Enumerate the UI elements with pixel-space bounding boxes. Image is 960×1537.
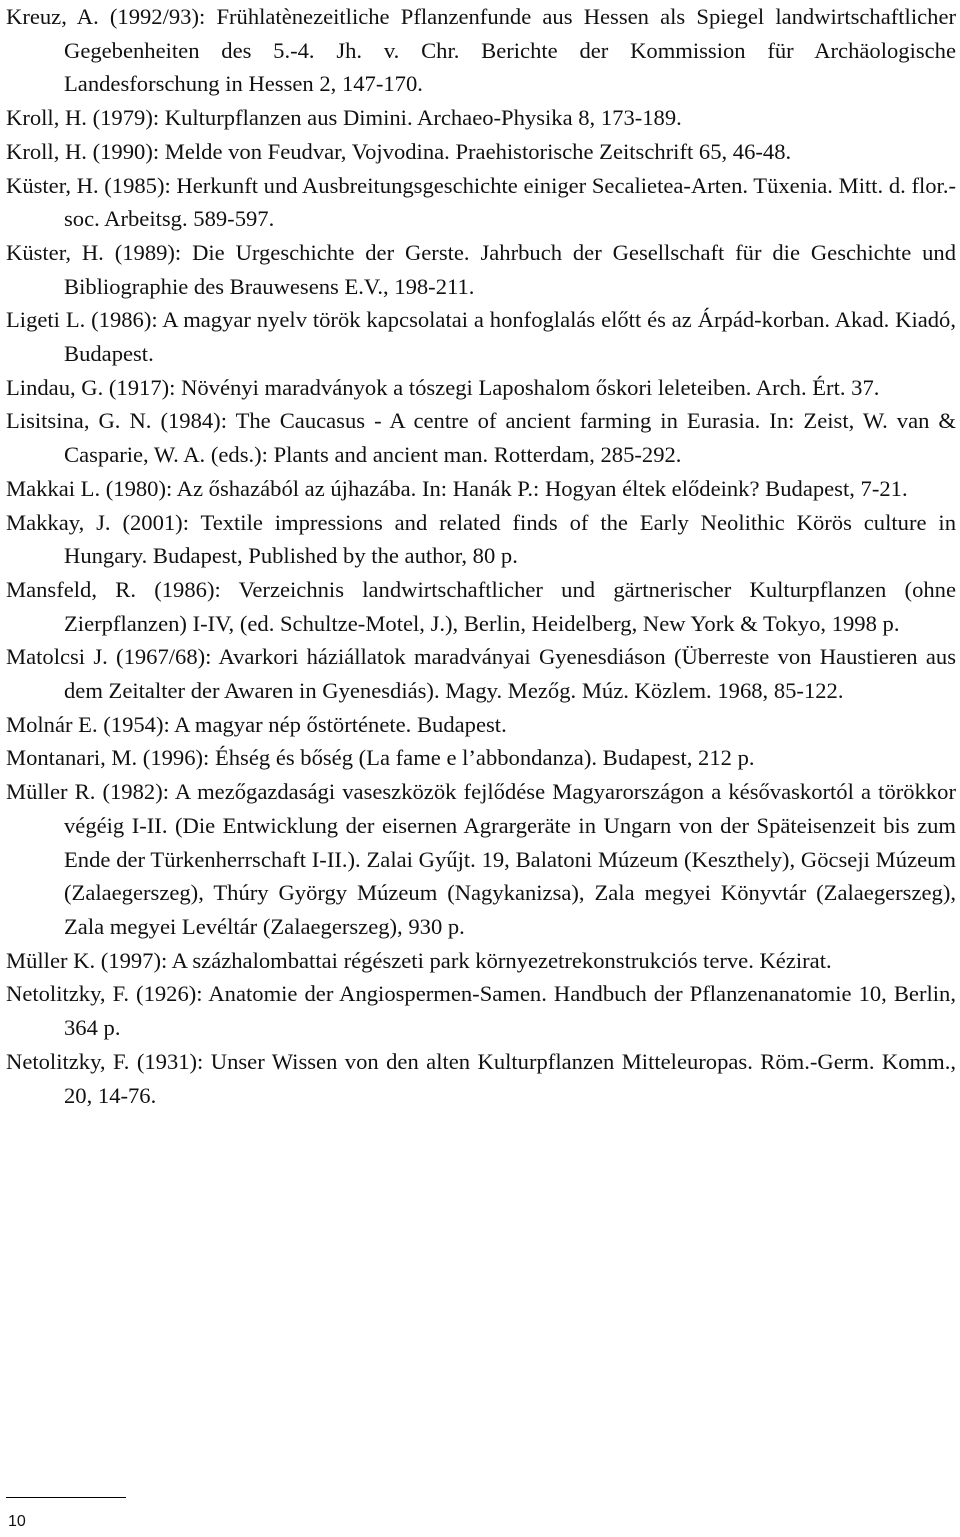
reference-entry: Matolcsi J. (1967/68): Avarkori háziállatok maradványai Gyenesdiáson (Überreste von Haustieren aus dem Zeitalter der Awaren in Gyenesdiás). Magy. Mezőg. Múz. Közlem. 1968, 85-122. — [6, 644, 956, 704]
reference-entry: Makkai L. (1980): Az őshazából az újhazába. In: Hanák P.: Hogyan éltek elődeink? Budapest, 7-21. — [6, 475, 908, 501]
reference-entry: Makkay, J. (2001): Textile impressions and related finds of the Early Neolithic Körös culture in Hungary. Budapest, Published by the author, 80 p. — [6, 509, 956, 569]
reference-entry: Mansfeld, R. (1986): Verzeichnis landwirtschaftlicher und gärtnerischer Kulturpflanzen (ohne Zierpflanzen) I-IV, (ed. Schultze-Motel, J.), Berlin, Heidelberg, New York & Tokyo, 1998 p. — [6, 576, 956, 636]
reference-entry: Kreuz, A. (1992/93): Frühlatènezeitliche Pflanzenfunde aus Hessen als Spiegel landwirtschaftlicher Gegebenheiten des 5.-4. Jh. v. Chr. Berichte der Kommission für Archäologische Landesforschung in Hessen 2, 147-170. — [6, 4, 956, 97]
reference-entry: Müller R. (1982): A mezőgazdasági vaseszközök fejlődése Magyarországon a késővaskortól a törökkor végéig I-II. (Die Entwicklung der eisernen Agrargeräte in Ungarn von der Späteisenzeit bis zum Ende der Türkenherrschaft I-II.). Zalai Gyűjt. 19, Balatoni Múzeum (Keszthely), Göcseji Múzeum (Zalaegerszeg), Thúry György Múzeum (Nagykanizsa), Zala megyei Könyvtár (Zalaegerszeg), Zala megyei Levéltár (Zalaegerszeg), 930 p. — [6, 779, 956, 939]
reference-entry: Molnár E. (1954): A magyar nép őstörténete. Budapest. — [6, 711, 507, 737]
reference-entry: Netolitzky, F. (1931): Unser Wissen von den alten Kulturpflanzen Mitteleuropas. Röm.-Germ. Komm., 20, 14-76. — [6, 1048, 956, 1108]
footer-rule — [6, 1497, 126, 1498]
reference-entry: Müller K. (1997): A százhalombattai régészeti park környezetrekonstrukciós terve. Kézirat. — [6, 947, 832, 973]
reference-entry: Küster, H. (1989): Die Urgeschichte der Gerste. Jahrbuch der Gesellschaft für die Geschichte und Bibliographie des Brauwesens E.V., 198-211. — [6, 239, 956, 299]
page-number: 10 — [8, 1513, 26, 1530]
reference-entry: Lindau, G. (1917): Növényi maradványok a tószegi Laposhalom őskori leleteiben. Arch. Ért. 37. — [6, 374, 880, 400]
reference-entry: Ligeti L. (1986): A magyar nyelv török kapcsolatai a honfoglalás előtt és az Árpád-korban. Akad. Kiadó, Budapest. — [6, 307, 956, 367]
reference-entry: Netolitzky, F. (1926): Anatomie der Angiospermen-Samen. Handbuch der Pflanzenanatomie 10, Berlin, 364 p. — [6, 981, 956, 1041]
reference-entry: Kroll, H. (1979): Kulturpflanzen aus Dimini. Archaeo-Physika 8, 173-189. — [6, 105, 682, 131]
reference-entry: Küster, H. (1985): Herkunft und Ausbreitungsgeschichte einiger Secalietea-Arten. Tüxenia. Mitt. d. flor.-soc. Arbeitsg. 589-597. — [6, 172, 956, 232]
reference-list — [6, 0, 956, 1112]
reference-entry: Kroll, H. (1990): Melde von Feudvar, Vojvodina. Praehistorische Zeitschrift 65, 46-48. — [6, 138, 792, 164]
reference-entry: Lisitsina, G. N. (1984): The Caucasus - A centre of ancient farming in Eurasia. In: Zeist, W. van & Casparie, W. A. (eds.): Plants and ancient man. Rotterdam, 285-292. — [6, 408, 956, 468]
reference-entry: Montanari, M. (1996): Éhség és bőség (La fame e l’abbondanza). Budapest, 212 p. — [6, 745, 755, 771]
